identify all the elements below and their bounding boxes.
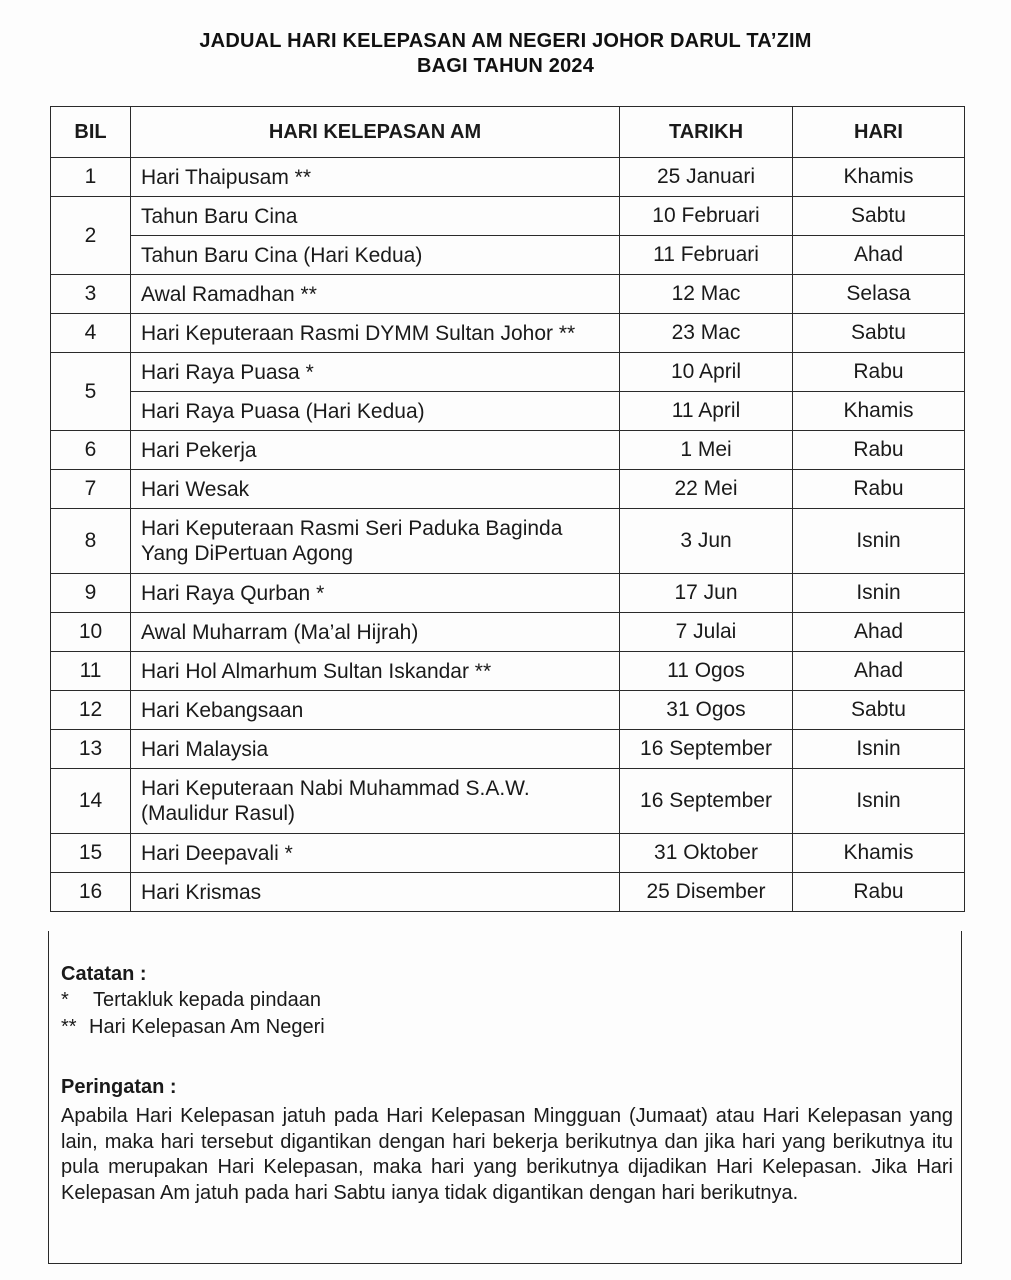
table-row [51, 834, 965, 873]
cell-holiday-name: Awal Muharram (Ma’al Hijrah) [131, 613, 620, 652]
cell-bil: 15 [51, 834, 131, 873]
cell-day: Rabu [793, 470, 965, 509]
cell-bil: 13 [51, 730, 131, 769]
note-marker: ** [61, 1016, 77, 1038]
cell-holiday-name: Hari Keputeraan Nabi Muhammad S.A.W. (Maulidur Rasul) [131, 769, 620, 834]
cell-holiday-name: Hari Deepavali * [131, 834, 620, 873]
table-header-row [51, 107, 965, 158]
table-row [51, 691, 965, 730]
cell-day: Sabtu [793, 691, 965, 730]
cell-day: Ahad [793, 613, 965, 652]
cell-day: Sabtu [793, 197, 965, 236]
table-row [51, 574, 965, 613]
cell-day: Isnin [793, 730, 965, 769]
cell-day: Ahad [793, 236, 965, 275]
table-row [51, 392, 965, 431]
cell-date: 23 Mac [620, 314, 793, 353]
table-row [51, 314, 965, 353]
table-row [51, 730, 965, 769]
table-row [51, 236, 965, 275]
note-line-2 [61, 1016, 325, 1039]
cell-date: 12 Mac [620, 275, 793, 314]
cell-holiday-name: Hari Thaipusam ** [131, 158, 620, 197]
cell-date: 25 Januari [620, 158, 793, 197]
cell-day: Selasa [793, 275, 965, 314]
cell-day: Sabtu [793, 314, 965, 353]
notes-box [48, 931, 962, 1264]
cell-date: 7 Julai [620, 613, 793, 652]
cell-date: 1 Mei [620, 431, 793, 470]
cell-day: Rabu [793, 873, 965, 912]
document-subtitle: BAGI TAHUN 2024 [416, 55, 595, 77]
cell-holiday-name: Hari Pekerja [131, 431, 620, 470]
cell-bil: 10 [51, 613, 131, 652]
cell-bil: 5 [51, 353, 131, 431]
table-row [51, 509, 965, 574]
cell-holiday-name: Hari Raya Puasa (Hari Kedua) [131, 392, 620, 431]
document-title: JADUAL HARI KELEPASAN AM NEGERI JOHOR DARUL TA’ZIM [199, 30, 812, 52]
holiday-table [50, 106, 965, 912]
cell-bil: 14 [51, 769, 131, 834]
cell-date: 11 Februari [620, 236, 793, 275]
catatan-heading: Catatan : [61, 963, 147, 985]
table-row [51, 873, 965, 912]
cell-bil: 16 [51, 873, 131, 912]
note-text: Tertakluk kepada pindaan [93, 989, 321, 1011]
cell-date: 25 Disember [620, 873, 793, 912]
cell-date: 10 April [620, 353, 793, 392]
column-header-hari: HARI [793, 107, 965, 158]
cell-date: 11 Ogos [620, 652, 793, 691]
table-row [51, 197, 965, 236]
cell-holiday-name: Tahun Baru Cina [131, 197, 620, 236]
cell-day: Rabu [793, 431, 965, 470]
table-row [51, 275, 965, 314]
cell-date: 3 Jun [620, 509, 793, 574]
table-row [51, 769, 965, 834]
cell-holiday-name: Hari Krismas [131, 873, 620, 912]
cell-holiday-name: Tahun Baru Cina (Hari Kedua) [131, 236, 620, 275]
cell-date: 31 Oktober [620, 834, 793, 873]
column-header-hari-kelepasan: HARI KELEPASAN AM [131, 107, 620, 158]
cell-day: Rabu [793, 353, 965, 392]
cell-date: 31 Ogos [620, 691, 793, 730]
note-line-1 [61, 989, 321, 1012]
cell-day: Isnin [793, 509, 965, 574]
cell-day: Isnin [793, 769, 965, 834]
cell-bil: 2 [51, 197, 131, 275]
cell-day: Isnin [793, 574, 965, 613]
column-header-bil: BIL [51, 107, 131, 158]
table-row [51, 158, 965, 197]
peringatan-paragraph: Apabila Hari Kelepasan jatuh pada Hari Kelepasan Mingguan (Jumaat) atau Hari Kelepasan yang lain, maka hari tersebut digantikan dengan hari bekerja berikutnya dan jika hari yang berikutnya itu pula merupakan Hari Kelepasan, maka hari yang berikutnya dijadikan Hari Kelepasan. Jika Hari Kelepasan Am jatuh pada hari Sabtu ianya tidak digantikan dengan hari berikutnya. [61, 1105, 953, 1204]
cell-day: Khamis [793, 392, 965, 431]
table-row [51, 431, 965, 470]
cell-bil: 3 [51, 275, 131, 314]
cell-day: Ahad [793, 652, 965, 691]
peringatan-heading: Peringatan : [61, 1076, 177, 1098]
cell-holiday-name: Hari Wesak [131, 470, 620, 509]
cell-holiday-name: Awal Ramadhan ** [131, 275, 620, 314]
table-row [51, 613, 965, 652]
cell-bil: 6 [51, 431, 131, 470]
cell-bil: 11 [51, 652, 131, 691]
cell-bil: 12 [51, 691, 131, 730]
table-row [51, 652, 965, 691]
cell-holiday-name: Hari Kebangsaan [131, 691, 620, 730]
cell-holiday-name: Hari Malaysia [131, 730, 620, 769]
cell-date: 16 September [620, 730, 793, 769]
cell-date: 22 Mei [620, 470, 793, 509]
table-row [51, 470, 965, 509]
cell-holiday-name: Hari Raya Qurban * [131, 574, 620, 613]
cell-bil: 8 [51, 509, 131, 574]
cell-date: 16 September [620, 769, 793, 834]
cell-holiday-name: Hari Hol Almarhum Sultan Iskandar ** [131, 652, 620, 691]
column-header-tarikh: TARIKH [620, 107, 793, 158]
cell-holiday-name: Hari Raya Puasa * [131, 353, 620, 392]
cell-bil: 4 [51, 314, 131, 353]
note-text: Hari Kelepasan Am Negeri [89, 1016, 325, 1038]
cell-day: Khamis [793, 158, 965, 197]
cell-holiday-name: Hari Keputeraan Rasmi Seri Paduka Baginda Yang DiPertuan Agong [131, 509, 620, 574]
table-row [51, 353, 965, 392]
cell-holiday-name: Hari Keputeraan Rasmi DYMM Sultan Johor ** [131, 314, 620, 353]
cell-bil: 7 [51, 470, 131, 509]
cell-date: 11 April [620, 392, 793, 431]
cell-bil: 1 [51, 158, 131, 197]
cell-date: 10 Februari [620, 197, 793, 236]
cell-date: 17 Jun [620, 574, 793, 613]
cell-bil: 9 [51, 574, 131, 613]
note-marker: * [61, 989, 69, 1011]
cell-day: Khamis [793, 834, 965, 873]
